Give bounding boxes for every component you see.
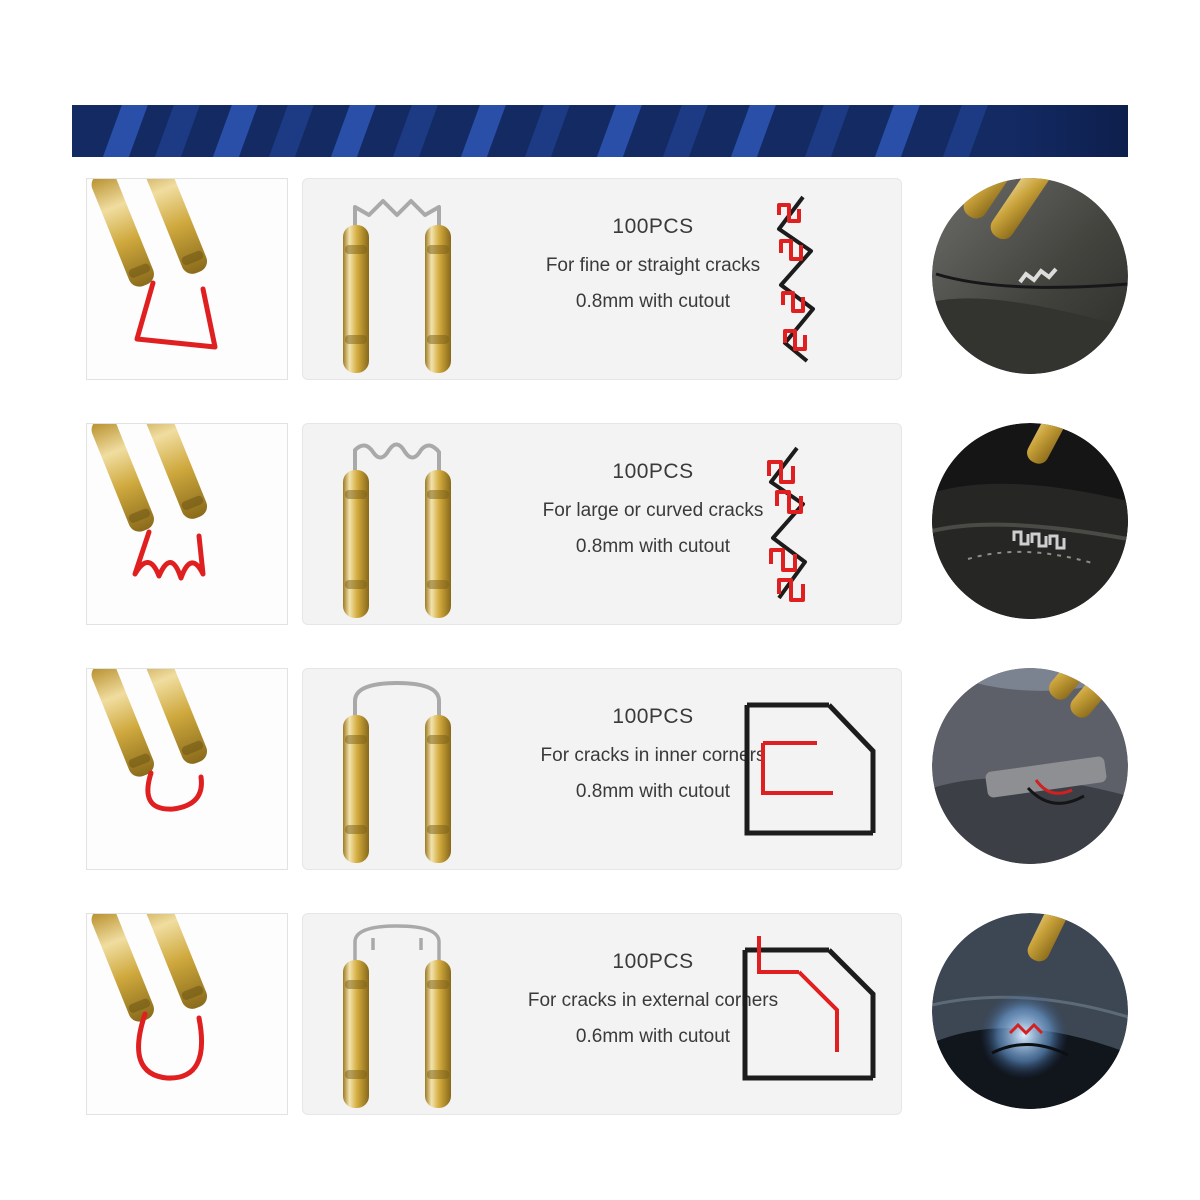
quantity-label: 100PCS [612,950,694,973]
feature-row [0,415,1200,660]
application-diagram [733,928,883,1100]
quantity-label: 100PCS [612,215,694,238]
application-photo [932,668,1128,864]
feature-card [302,668,902,870]
application-photo [932,913,1128,1109]
spec-label: 0.6mm with cutout [575,1026,731,1047]
quantity-label: 100PCS [612,705,694,728]
quantity-label: 100PCS [612,460,694,483]
description-label: For cracks in inner corners [540,745,766,766]
spec-label: 0.8mm with cutout [575,781,731,802]
description-label: For cracks in external corners [527,990,779,1011]
staple-illustration [317,185,507,373]
feature-row [0,660,1200,905]
staple-illustration [317,920,507,1108]
application-diagram [733,683,883,855]
staple-thumbnail [86,668,288,870]
staple-thumbnail [86,423,288,625]
staple-illustration [317,430,507,618]
application-diagram [733,193,883,365]
feature-row [0,170,1200,415]
decorative-banner [72,105,1128,157]
staple-illustration [317,675,507,863]
description-label: For fine or straight cracks [545,255,761,276]
feature-card [302,423,902,625]
feature-rows [0,170,1200,1150]
spec-label: 0.8mm with cutout [575,291,731,312]
application-photo [932,178,1128,374]
staple-thumbnail [86,178,288,380]
feature-row [0,905,1200,1150]
application-diagram [733,438,883,610]
staple-thumbnail [86,913,288,1115]
application-photo [932,423,1128,619]
description-label: For large or curved cracks [542,500,764,521]
feature-card [302,913,902,1115]
feature-card [302,178,902,380]
spec-label: 0.8mm with cutout [575,536,731,557]
